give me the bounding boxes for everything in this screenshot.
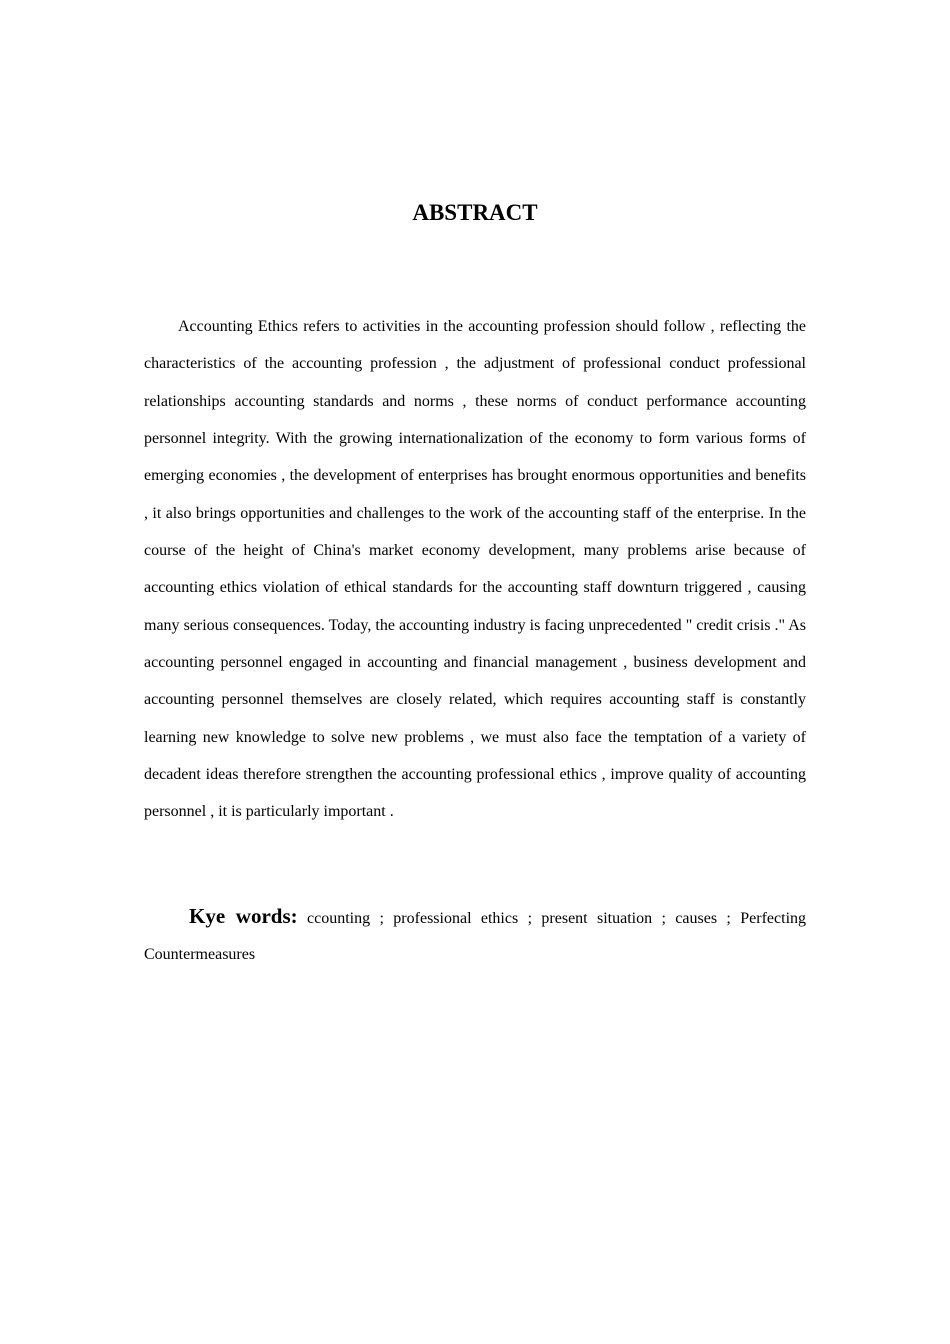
abstract-body: Accounting Ethics refers to activities in the accounting profession should follow , reflecting the characteristics of the accounting profession , the adjustment of professional conduct professional relationships accounting standards and norms , these norms of conduct performance accounting personnel integrity. With the growing internationalization of the economy to form various forms of emerging economies , the development of enterprises has brought enormous opportunities and benefits , it also brings opportunities and challenges to the work of the accounting staff of the enterprise. In the course of the height of China's market economy development, many problems arise because of accounting ethics violation of ethical standards for the accounting staff downturn triggered , causing many serious consequences. Today, the accounting industry is facing unprecedented " credit crisis ." As accounting personnel engaged in accounting and financial management , business development and accounting personnel themselves are closely related, which requires accounting staff is constantly learning new knowledge to solve new problems , we must also face the temptation of a variety of decadent ideas therefore strengthen the accounting professional ethics , improve quality of accounting personnel , it is particularly important . (144, 318, 806, 821)
keywords-text: ccounting ; professional ethics ; present situation ; causes ; Perfecting Countermeasures (144, 910, 807, 963)
keywords-line (144, 898, 806, 973)
abstract-title: ABSTRACT (412, 200, 538, 225)
keywords-label: Kye words: (189, 904, 298, 928)
